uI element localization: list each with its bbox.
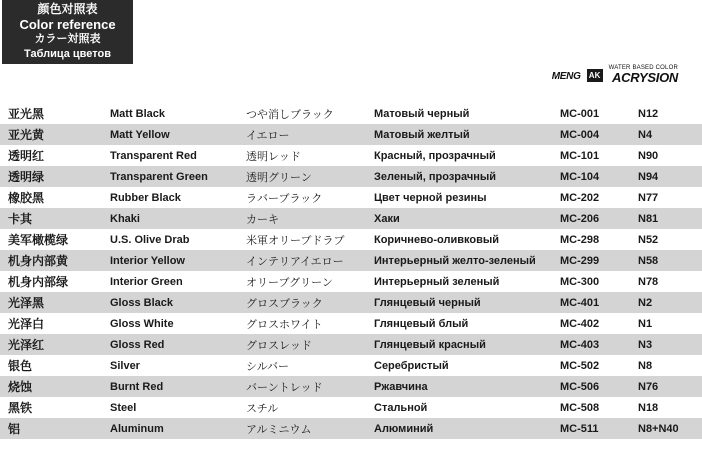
- ak-code: N4: [638, 128, 653, 141]
- ak-code: N52: [638, 233, 659, 246]
- russian-name: Глянцевый красный: [374, 338, 486, 351]
- russian-name: Матовый желтый: [374, 128, 470, 141]
- chinese-name: 铝: [8, 422, 21, 436]
- chinese-name: 亚光黄: [8, 128, 45, 142]
- russian-name: Хаки: [374, 212, 400, 225]
- table-row: [0, 145, 702, 166]
- russian-name: Интерьерный желто-зеленый: [374, 254, 536, 267]
- ak-code: N1: [638, 317, 653, 330]
- english-name: Matt Black: [110, 107, 166, 120]
- english-name: Gloss Black: [110, 296, 173, 309]
- japanese-name: ラバーブラック: [246, 192, 323, 205]
- russian-name: Цвет черной резины: [374, 191, 487, 204]
- meng-code: MC-502: [560, 359, 600, 372]
- chinese-name: 橡胶黑: [8, 191, 45, 205]
- japanese-name: 透明グリーン: [246, 171, 312, 184]
- meng-code: MC-511: [560, 422, 599, 435]
- ak-code: N18: [638, 401, 659, 414]
- table-row: [0, 166, 702, 187]
- title-english: Color reference: [19, 17, 116, 32]
- japanese-name: オリーブグリーン: [246, 276, 333, 289]
- ak-code: N8: [638, 359, 653, 372]
- brand-logos: [551, 64, 678, 85]
- acrysion-logo: [608, 64, 678, 85]
- chinese-name: 光泽红: [8, 338, 45, 352]
- title-chinese: 颜色对照表: [37, 2, 98, 16]
- chinese-name: 银色: [8, 359, 33, 373]
- table-row: [0, 271, 702, 292]
- chinese-name: 光泽白: [8, 317, 45, 331]
- ak-code: N8+N40: [638, 422, 679, 435]
- table-row: [0, 103, 702, 124]
- chinese-name: 亚光黑: [8, 107, 45, 121]
- ak-code: N81: [638, 212, 659, 225]
- chinese-name: 黑铁: [8, 401, 33, 415]
- english-name: Gloss Red: [110, 338, 165, 351]
- japanese-name: シルバー: [246, 360, 289, 373]
- russian-name: Глянцевый черный: [374, 296, 481, 309]
- meng-code: MC-402: [560, 317, 600, 330]
- japanese-name: グロスホワイト: [246, 318, 323, 331]
- meng-logo: MENG: [551, 71, 581, 82]
- chinese-name: 透明绿: [8, 170, 45, 184]
- japanese-name: インテリアイエロー: [246, 255, 344, 268]
- russian-name: Алюминий: [374, 422, 434, 435]
- table-row: [0, 250, 702, 271]
- meng-code: MC-401: [560, 296, 600, 309]
- english-name: Burnt Red: [110, 380, 164, 393]
- meng-code: MC-004: [560, 128, 600, 141]
- english-name: Matt Yellow: [110, 128, 170, 141]
- russian-name: Стальной: [374, 401, 428, 414]
- japanese-name: 米軍オリーブドラブ: [246, 234, 345, 247]
- table-row: [0, 292, 702, 313]
- japanese-name: スチル: [246, 402, 279, 415]
- russian-name: Ржавчина: [374, 380, 428, 393]
- ak-code: N78: [638, 275, 659, 288]
- ak-code: N76: [638, 380, 659, 393]
- acrysion-tagline: WATER BASED COLOR: [608, 65, 678, 71]
- table-row: [0, 397, 702, 418]
- russian-name: Красный, прозрачный: [374, 149, 496, 162]
- chinese-name: 美军橄榄绿: [8, 233, 69, 247]
- ak-code: N58: [638, 254, 659, 267]
- russian-name: Коричнево-оливковый: [374, 233, 500, 246]
- russian-name: Серебристый: [374, 359, 449, 372]
- chinese-name: 机身内部绿: [8, 275, 69, 289]
- japanese-name: カーキ: [246, 213, 279, 226]
- english-name: Transparent Red: [110, 149, 197, 162]
- english-name: Aluminum: [110, 422, 164, 435]
- russian-name: Зеленый, прозрачный: [374, 170, 497, 183]
- meng-code: MC-506: [560, 380, 600, 393]
- table-row: [0, 124, 702, 145]
- table-row: [0, 418, 702, 439]
- table-row: [0, 355, 702, 376]
- table-row: [0, 229, 702, 250]
- meng-code: MC-101: [560, 149, 600, 162]
- meng-code: MC-300: [560, 275, 600, 288]
- english-name: Rubber Black: [110, 191, 181, 204]
- ak-code: N94: [638, 170, 659, 183]
- meng-code: MC-403: [560, 338, 600, 351]
- japanese-name: アルミニウム: [246, 423, 312, 436]
- japanese-name: つや消しブラック: [246, 108, 334, 121]
- table-row: [0, 313, 702, 334]
- english-name: Transparent Green: [110, 170, 208, 183]
- english-name: Khaki: [110, 212, 140, 225]
- table-row: [0, 376, 702, 397]
- english-name: Gloss White: [110, 317, 174, 330]
- chinese-name: 烧蚀: [8, 380, 33, 394]
- russian-name: Матовый черный: [374, 107, 470, 120]
- title-russian: Таблица цветов: [24, 48, 111, 60]
- chinese-name: 透明红: [8, 149, 45, 163]
- meng-code: MC-206: [560, 212, 600, 225]
- meng-code: MC-299: [560, 254, 600, 267]
- acrysion-wordmark: ACRYSION: [612, 70, 678, 85]
- english-name: Silver: [110, 359, 140, 372]
- ak-logo: AK: [587, 69, 603, 82]
- meng-code: MC-298: [560, 233, 600, 246]
- japanese-name: グロスブラック: [246, 297, 323, 310]
- russian-name: Интерьерный зеленый: [374, 275, 500, 288]
- chinese-name: 卡其: [8, 212, 33, 226]
- japanese-name: バーントレッド: [246, 381, 323, 394]
- meng-code: MC-508: [560, 401, 600, 414]
- ak-code: N12: [638, 107, 659, 120]
- meng-code: MC-001: [560, 107, 600, 120]
- title-japanese: カラー対照表: [34, 33, 101, 45]
- chinese-name: 机身内部黄: [8, 254, 69, 268]
- table-row: [0, 187, 702, 208]
- meng-code: MC-104: [560, 170, 600, 183]
- ak-code: N3: [638, 338, 653, 351]
- table-row: [0, 208, 702, 229]
- english-name: Interior Green: [110, 275, 183, 288]
- table-row: [0, 334, 702, 355]
- chinese-name: 光泽黑: [8, 296, 45, 310]
- ak-code: N90: [638, 149, 659, 162]
- meng-code: MC-202: [560, 191, 600, 204]
- english-name: Interior Yellow: [110, 254, 185, 267]
- english-name: Steel: [110, 401, 137, 414]
- japanese-name: 透明レッド: [246, 150, 301, 163]
- title-box: [2, 0, 133, 64]
- japanese-name: イエロー: [246, 129, 290, 142]
- ak-code: N2: [638, 296, 653, 309]
- english-name: U.S. Olive Drab: [110, 233, 190, 246]
- ak-code: N77: [638, 191, 659, 204]
- russian-name: Глянцевый блый: [374, 317, 469, 330]
- color-reference-table: [0, 103, 702, 439]
- japanese-name: グロスレッド: [246, 339, 312, 352]
